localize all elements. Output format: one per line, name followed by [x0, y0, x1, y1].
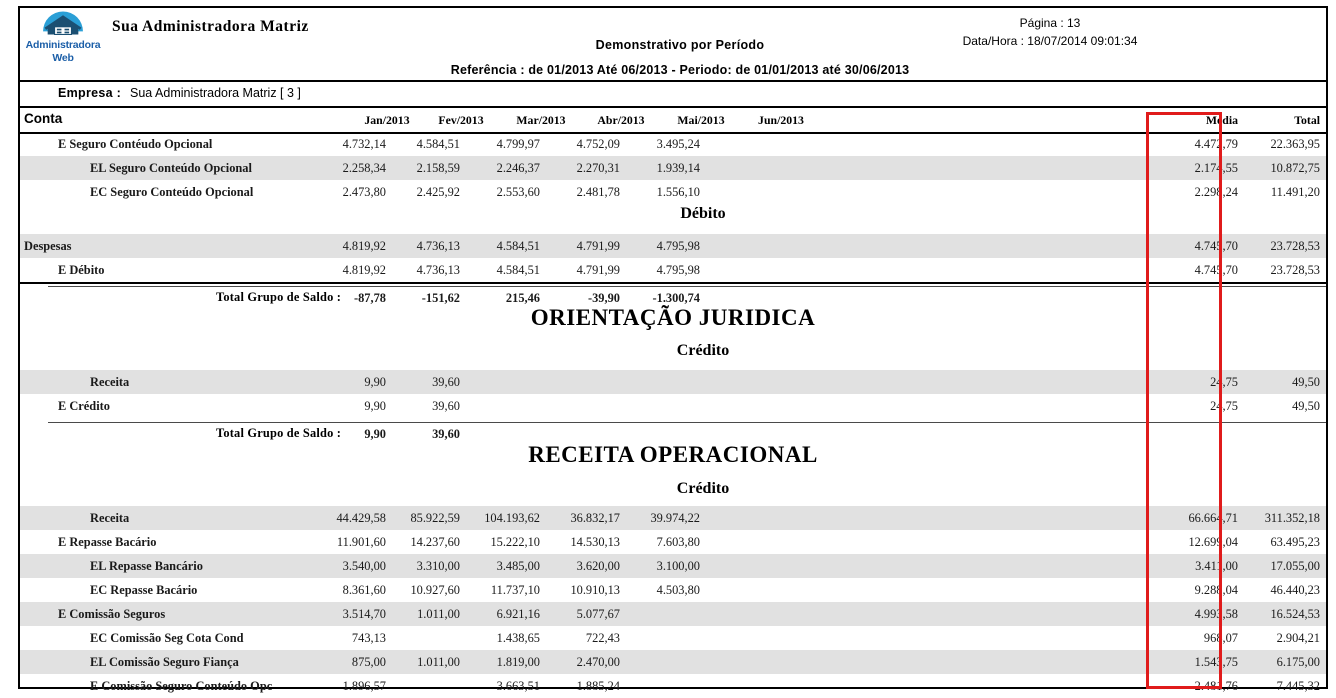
- column-header-mai: Mai/2013: [677, 113, 725, 127]
- row-average-value: 968,07: [1203, 631, 1238, 645]
- row-total-value: 7.445,32: [1276, 679, 1320, 693]
- row-month-value: 11.737,10: [490, 583, 540, 597]
- column-header-jan: Jan/2013: [364, 113, 410, 127]
- row-month-value: 15.222,10: [490, 535, 540, 549]
- table-row: [20, 554, 1326, 578]
- row-month-value: 39,60: [432, 399, 460, 413]
- section-heading-credito-1: Crédito: [676, 342, 730, 359]
- row-month-value: 743,13: [351, 631, 386, 645]
- report-table: [20, 110, 1326, 693]
- row-month-value: 11.901,60: [336, 535, 386, 549]
- row-account-name: EC Seguro Conteúdo Opcional: [90, 185, 254, 199]
- row-month-value: 2.470,00: [576, 655, 620, 669]
- row-account-name: Despesas: [24, 239, 72, 253]
- row-month-value: 1.438,65: [496, 631, 540, 645]
- row-month-value: 3.100,00: [656, 559, 700, 573]
- row-average-value: 24,75: [1210, 375, 1238, 389]
- section-divider-line: [20, 282, 1326, 284]
- row-month-value: 4.732,14: [342, 137, 386, 151]
- row-month-value: 39.974,22: [650, 511, 700, 525]
- row-month-value: 8.361,60: [342, 583, 386, 597]
- row-average-value: 2.298,24: [1194, 185, 1238, 199]
- row-month-value: 4.795,98: [656, 263, 700, 277]
- empresa-bar: [20, 82, 1326, 108]
- row-month-value: 1.011,00: [417, 607, 460, 621]
- row-average-value: 4.745,70: [1194, 263, 1238, 277]
- table-row: [20, 180, 1326, 204]
- table-row: [20, 626, 1326, 650]
- row-month-value: 5.077,67: [576, 607, 620, 621]
- column-header-total: Total: [1294, 113, 1320, 127]
- row-account-name: E Comissão Seguro Conteúdo Opc: [90, 679, 273, 693]
- row-month-value: 2.553,60: [496, 185, 540, 199]
- row-month-value: 3.495,24: [656, 137, 700, 151]
- row-month-value: 2.425,92: [416, 185, 460, 199]
- row-total-value: 17.055,00: [1270, 559, 1320, 573]
- row-month-value: 4.584,51: [496, 263, 540, 277]
- row-month-value: 14.237,60: [410, 535, 460, 549]
- row-month-value: 39,60: [432, 427, 460, 441]
- row-total-value: 49,50: [1292, 399, 1320, 413]
- row-month-value: 4.791,99: [576, 239, 620, 253]
- row-month-value: 1.556,10: [656, 185, 700, 199]
- table-row: [20, 370, 1326, 394]
- logo-line2: Web: [52, 52, 74, 64]
- row-account-name: E Repasse Bacário: [58, 535, 157, 549]
- row-average-value: 9.288,04: [1194, 583, 1238, 597]
- row-total-value: 16.524,53: [1270, 607, 1320, 621]
- row-account-name: EL Repasse Bancário: [90, 559, 203, 573]
- row-average-value: 24,75: [1210, 399, 1238, 413]
- row-average-value: 66.664,71: [1188, 511, 1238, 525]
- empresa-label: Empresa :: [58, 86, 122, 100]
- column-header-mar: Mar/2013: [516, 113, 566, 127]
- row-month-value: -151,62: [421, 291, 460, 305]
- row-account-name: EC Repasse Bacário: [90, 583, 198, 597]
- row-average-value: 4.472,79: [1194, 137, 1238, 151]
- logo: [24, 10, 102, 72]
- table-row: [20, 530, 1326, 554]
- table-row: [20, 674, 1326, 698]
- row-month-value: 875,00: [351, 655, 386, 669]
- row-month-value: 4.819,92: [342, 239, 386, 253]
- row-total-value: 2.904,21: [1276, 631, 1320, 645]
- row-month-value: 1.939,14: [656, 161, 700, 175]
- row-month-value: 4.584,51: [496, 239, 540, 253]
- row-month-value: 9,90: [364, 399, 386, 413]
- column-header-media: Média: [1205, 113, 1238, 127]
- row-month-value: -39,90: [587, 291, 620, 305]
- row-month-value: 9,90: [364, 427, 386, 441]
- table-row: [20, 132, 1326, 156]
- row-month-value: 2.158,59: [416, 161, 460, 175]
- row-account-name: E Comissão Seguros: [58, 607, 166, 621]
- total-separator-line: [48, 422, 1326, 423]
- column-header-fev: Fev/2013: [438, 113, 484, 127]
- table-row: [20, 578, 1326, 602]
- logo-line1: Administradora: [25, 39, 101, 51]
- row-average-value: 4.993,58: [1194, 607, 1238, 621]
- section-heading-receita-operacional: RECEITA OPERACIONAL: [528, 442, 818, 467]
- row-average-value: 4.745,70: [1194, 239, 1238, 253]
- row-total-value: 311.352,18: [1264, 511, 1320, 525]
- row-total-value: 63.495,23: [1270, 535, 1320, 549]
- row-average-value: 1.543,75: [1194, 655, 1238, 669]
- row-total-value: 49,50: [1292, 375, 1320, 389]
- row-month-value: 36.832,17: [570, 511, 620, 525]
- row-total-value: 23.728,53: [1270, 239, 1320, 253]
- company-title: Sua Administradora Matriz: [112, 18, 309, 35]
- row-month-value: 1.819,00: [496, 655, 540, 669]
- table-row: [20, 650, 1326, 674]
- row-month-value: 1.896,57: [342, 679, 386, 693]
- row-month-value: 1.885,24: [576, 679, 620, 693]
- row-month-value: 722,43: [585, 631, 620, 645]
- row-month-value: 10.910,13: [570, 583, 620, 597]
- total-separator-line: [48, 286, 1326, 287]
- row-account-name: E Débito: [58, 263, 105, 277]
- row-month-value: 10.927,60: [410, 583, 460, 597]
- row-month-value: 3.310,00: [416, 559, 460, 573]
- table-row: [20, 394, 1326, 418]
- table-row: [20, 602, 1326, 626]
- total-group-label: Total Grupo de Saldo :: [216, 426, 342, 440]
- row-total-value: 10.872,75: [1270, 161, 1320, 175]
- row-month-value: 3.485,00: [496, 559, 540, 573]
- row-month-value: -1.300,74: [652, 291, 700, 305]
- table-row: [20, 258, 1326, 282]
- row-average-value: 3.411,00: [1195, 559, 1238, 573]
- row-month-value: 2.473,80: [342, 185, 386, 199]
- row-month-value: 4.791,99: [576, 263, 620, 277]
- row-month-value: 4.736,13: [416, 263, 460, 277]
- row-month-value: 2.270,31: [576, 161, 620, 175]
- row-month-value: 3.514,70: [342, 607, 386, 621]
- row-month-value: 4.819,92: [342, 263, 386, 277]
- total-group-label: Total Grupo de Saldo :: [216, 290, 342, 304]
- column-header-account: Conta: [24, 111, 63, 126]
- row-month-value: 4.752,09: [576, 137, 620, 151]
- report-header: [20, 8, 1326, 82]
- table-row: [20, 156, 1326, 180]
- row-total-value: 6.175,00: [1276, 655, 1320, 669]
- column-header-abr: Abr/2013: [597, 113, 645, 127]
- datetime-stamp: Data/Hora : 18/07/2014 09:01:34: [962, 34, 1138, 48]
- empresa-value: Sua Administradora Matriz [ 3 ]: [130, 86, 301, 100]
- row-month-value: 39,60: [432, 375, 460, 389]
- row-month-value: 1.011,00: [417, 655, 460, 669]
- reference-line: Referência : de 01/2013 Até 06/2013 - Periodo: de 01/01/2013 até 30/06/2013: [450, 63, 910, 77]
- row-average-value: 2.481,76: [1194, 679, 1238, 693]
- row-account-name: E Seguro Contéudo Opcional: [58, 137, 213, 151]
- row-month-value: 2.258,34: [342, 161, 386, 175]
- row-total-value: 11.491,20: [1270, 185, 1320, 199]
- row-month-value: -87,78: [353, 291, 386, 305]
- page-number: Página : 13: [1019, 16, 1081, 30]
- row-average-value: 12.699,04: [1188, 535, 1238, 549]
- row-month-value: 4.736,13: [416, 239, 460, 253]
- house-icon: [40, 11, 86, 38]
- column-header-jun: Jun/2013: [758, 113, 804, 127]
- row-account-name: EC Comissão Seg Cota Cond: [90, 631, 244, 645]
- section-heading-orientacao-juridica: ORIENTAÇÃO JURIDICA: [530, 305, 816, 330]
- row-month-value: 3.663,51: [496, 679, 540, 693]
- section-heading-credito-2: Crédito: [676, 480, 730, 497]
- row-account-name: EL Seguro Conteúdo Opcional: [90, 161, 252, 175]
- row-month-value: 215,46: [505, 291, 540, 305]
- row-account-name: EL Comissão Seguro Fiança: [90, 655, 239, 669]
- row-account-name: E Crédito: [58, 399, 110, 413]
- row-month-value: 85.922,59: [410, 511, 460, 525]
- row-month-value: 7.603,80: [656, 535, 700, 549]
- row-month-value: 9,90: [364, 375, 386, 389]
- row-month-value: 104.193,62: [484, 511, 540, 525]
- section-heading-debito: Débito: [680, 205, 726, 222]
- row-total-value: 22.363,95: [1270, 137, 1320, 151]
- row-total-value: 23.728,53: [1270, 263, 1320, 277]
- row-average-value: 2.174,55: [1194, 161, 1238, 175]
- row-month-value: 2.481,78: [576, 185, 620, 199]
- table-row: [20, 506, 1326, 530]
- row-month-value: 6.921,16: [496, 607, 540, 621]
- row-month-value: 2.246,37: [496, 161, 540, 175]
- row-month-value: 14.530,13: [570, 535, 620, 549]
- row-month-value: 4.503,80: [656, 583, 700, 597]
- row-total-value: 46.440,23: [1270, 583, 1320, 597]
- row-account-name: Receita: [90, 511, 130, 525]
- row-month-value: 3.540,00: [342, 559, 386, 573]
- row-month-value: 4.795,98: [656, 239, 700, 253]
- table-header-row: [20, 110, 1326, 134]
- row-account-name: Receita: [90, 375, 130, 389]
- document-title: Demonstrativo por Período: [595, 38, 765, 52]
- table-row: [20, 234, 1326, 258]
- row-month-value: 4.584,51: [416, 137, 460, 151]
- row-month-value: 44.429,58: [336, 511, 386, 525]
- row-month-value: 3.620,00: [576, 559, 620, 573]
- row-month-value: 4.799,97: [496, 137, 540, 151]
